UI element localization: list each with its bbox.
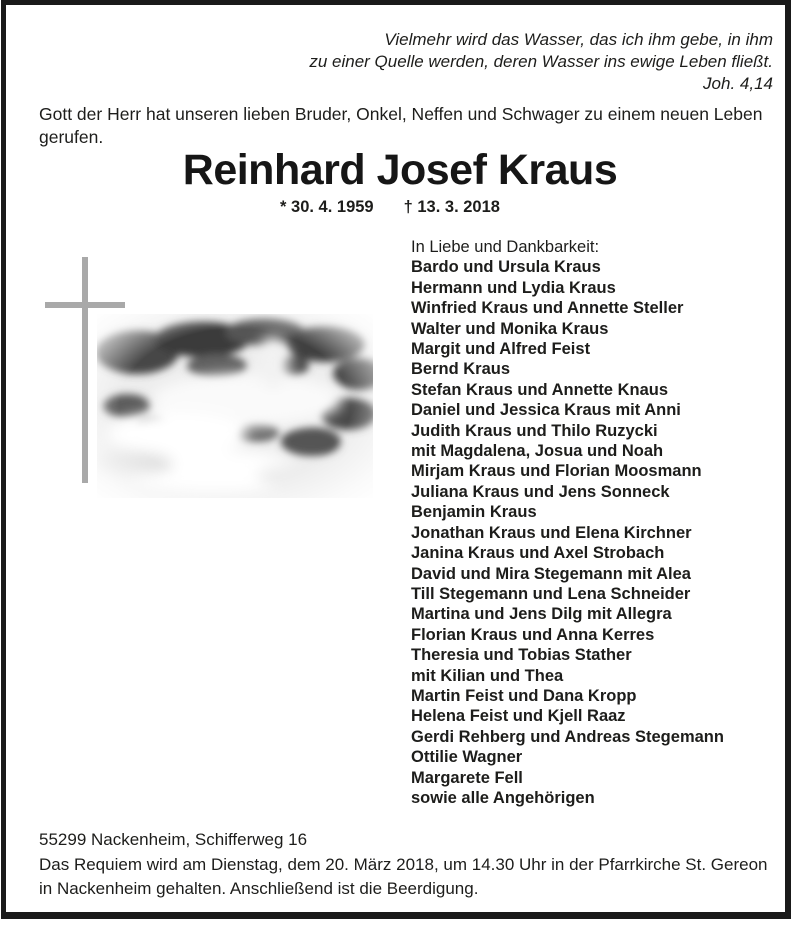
birth-date: * 30. 4. 1959 — [280, 198, 374, 216]
death-date: † 13. 3. 2018 — [403, 198, 500, 216]
mourner-name: Florian Kraus und Anna Kerres — [411, 625, 655, 644]
bible-quote-line: Vielmehr wird das Wasser, das ich ihm gebe, in ihm — [384, 30, 773, 49]
mourner-name: Benjamin Kraus — [411, 503, 537, 522]
address-line: 55299 Nackenheim, Schifferweg 16 — [39, 830, 308, 849]
intro-line: Gott der Herr hat unseren lieben Bruder, Onkel, Neffen und Schwager zu einem neuen Leben — [39, 104, 763, 124]
mourner-name: Mirjam Kraus und Florian Moosmann — [411, 462, 702, 481]
mourner-name: Bernd Kraus — [411, 360, 511, 379]
mourner-name: Margit und Alfred Feist — [411, 340, 591, 359]
mourner-name: Juliana Kraus und Jens Sonneck — [411, 482, 670, 501]
mourner-name: Helena Feist und Kjell Raaz — [411, 707, 626, 726]
mourners-list — [411, 257, 724, 808]
memorial-cross-icon — [82, 257, 88, 483]
life-dates — [0, 198, 780, 217]
stream-photo-graphic — [97, 314, 373, 498]
mourner-name: Stefan Kraus und Annette Knaus — [411, 380, 668, 399]
mourner-name: sowie alle Angehörigen — [411, 788, 595, 807]
mourners-heading: In Liebe und Dankbarkeit: — [411, 238, 600, 256]
mourner-name: Judith Kraus und Thilo Ruzycki — [411, 421, 658, 440]
bible-quote-source: Joh. 4,14 — [703, 74, 773, 93]
mourner-name: Gerdi Rehberg und Andreas Stegemann — [411, 727, 724, 746]
mourner-name: Margarete Fell — [411, 768, 523, 787]
service-line: Das Requiem wird am Dienstag, dem 20. März 2018, um 14.30 Uhr in der Pfarrkirche St. Gereon — [39, 855, 768, 874]
memorial-cross-icon — [45, 302, 125, 308]
mourner-name: Winfried Kraus und Annette Steller — [411, 299, 684, 318]
mourner-name: Martin Feist und Dana Kropp — [411, 686, 637, 705]
intro-text — [39, 103, 762, 149]
mourner-name: Janina Kraus und Axel Strobach — [411, 544, 665, 563]
mourner-name: Jonathan Kraus und Elena Kirchner — [411, 523, 692, 542]
stream-photo — [97, 314, 373, 498]
deceased-name: Reinhard Josef Kraus — [182, 146, 618, 194]
mourner-name: Till Stegemann und Lena Schneider — [411, 584, 691, 603]
mourner-name: Bardo und Ursula Kraus — [411, 258, 601, 277]
bible-quote-line: zu einer Quelle werden, deren Wasser ins ewige Leben fließt. — [309, 52, 773, 71]
mourner-name: David und Mira Stegemann mit Alea — [411, 564, 691, 583]
intro-line: gerufen. — [39, 127, 104, 147]
mourner-name: Hermann und Lydia Kraus — [411, 278, 616, 297]
mourner-name: mit Magdalena, Josua und Noah — [411, 442, 664, 461]
mourners-section — [411, 237, 724, 808]
service-line: in Nackenheim gehalten. Anschließend ist die Beerdigung. — [39, 878, 479, 898]
mourner-name: Daniel und Jessica Kraus mit Anni — [411, 401, 681, 420]
service-announcement — [39, 853, 768, 900]
mourner-name: Martina und Jens Dilg mit Allegra — [411, 605, 672, 624]
mourner-name: Theresia und Tobias Stather — [411, 646, 632, 665]
bible-quote — [309, 29, 773, 95]
mourner-name: Ottilie Wagner — [411, 748, 523, 767]
mourner-name: mit Kilian und Thea — [411, 666, 564, 685]
mourner-name: Walter und Monika Kraus — [411, 319, 609, 338]
